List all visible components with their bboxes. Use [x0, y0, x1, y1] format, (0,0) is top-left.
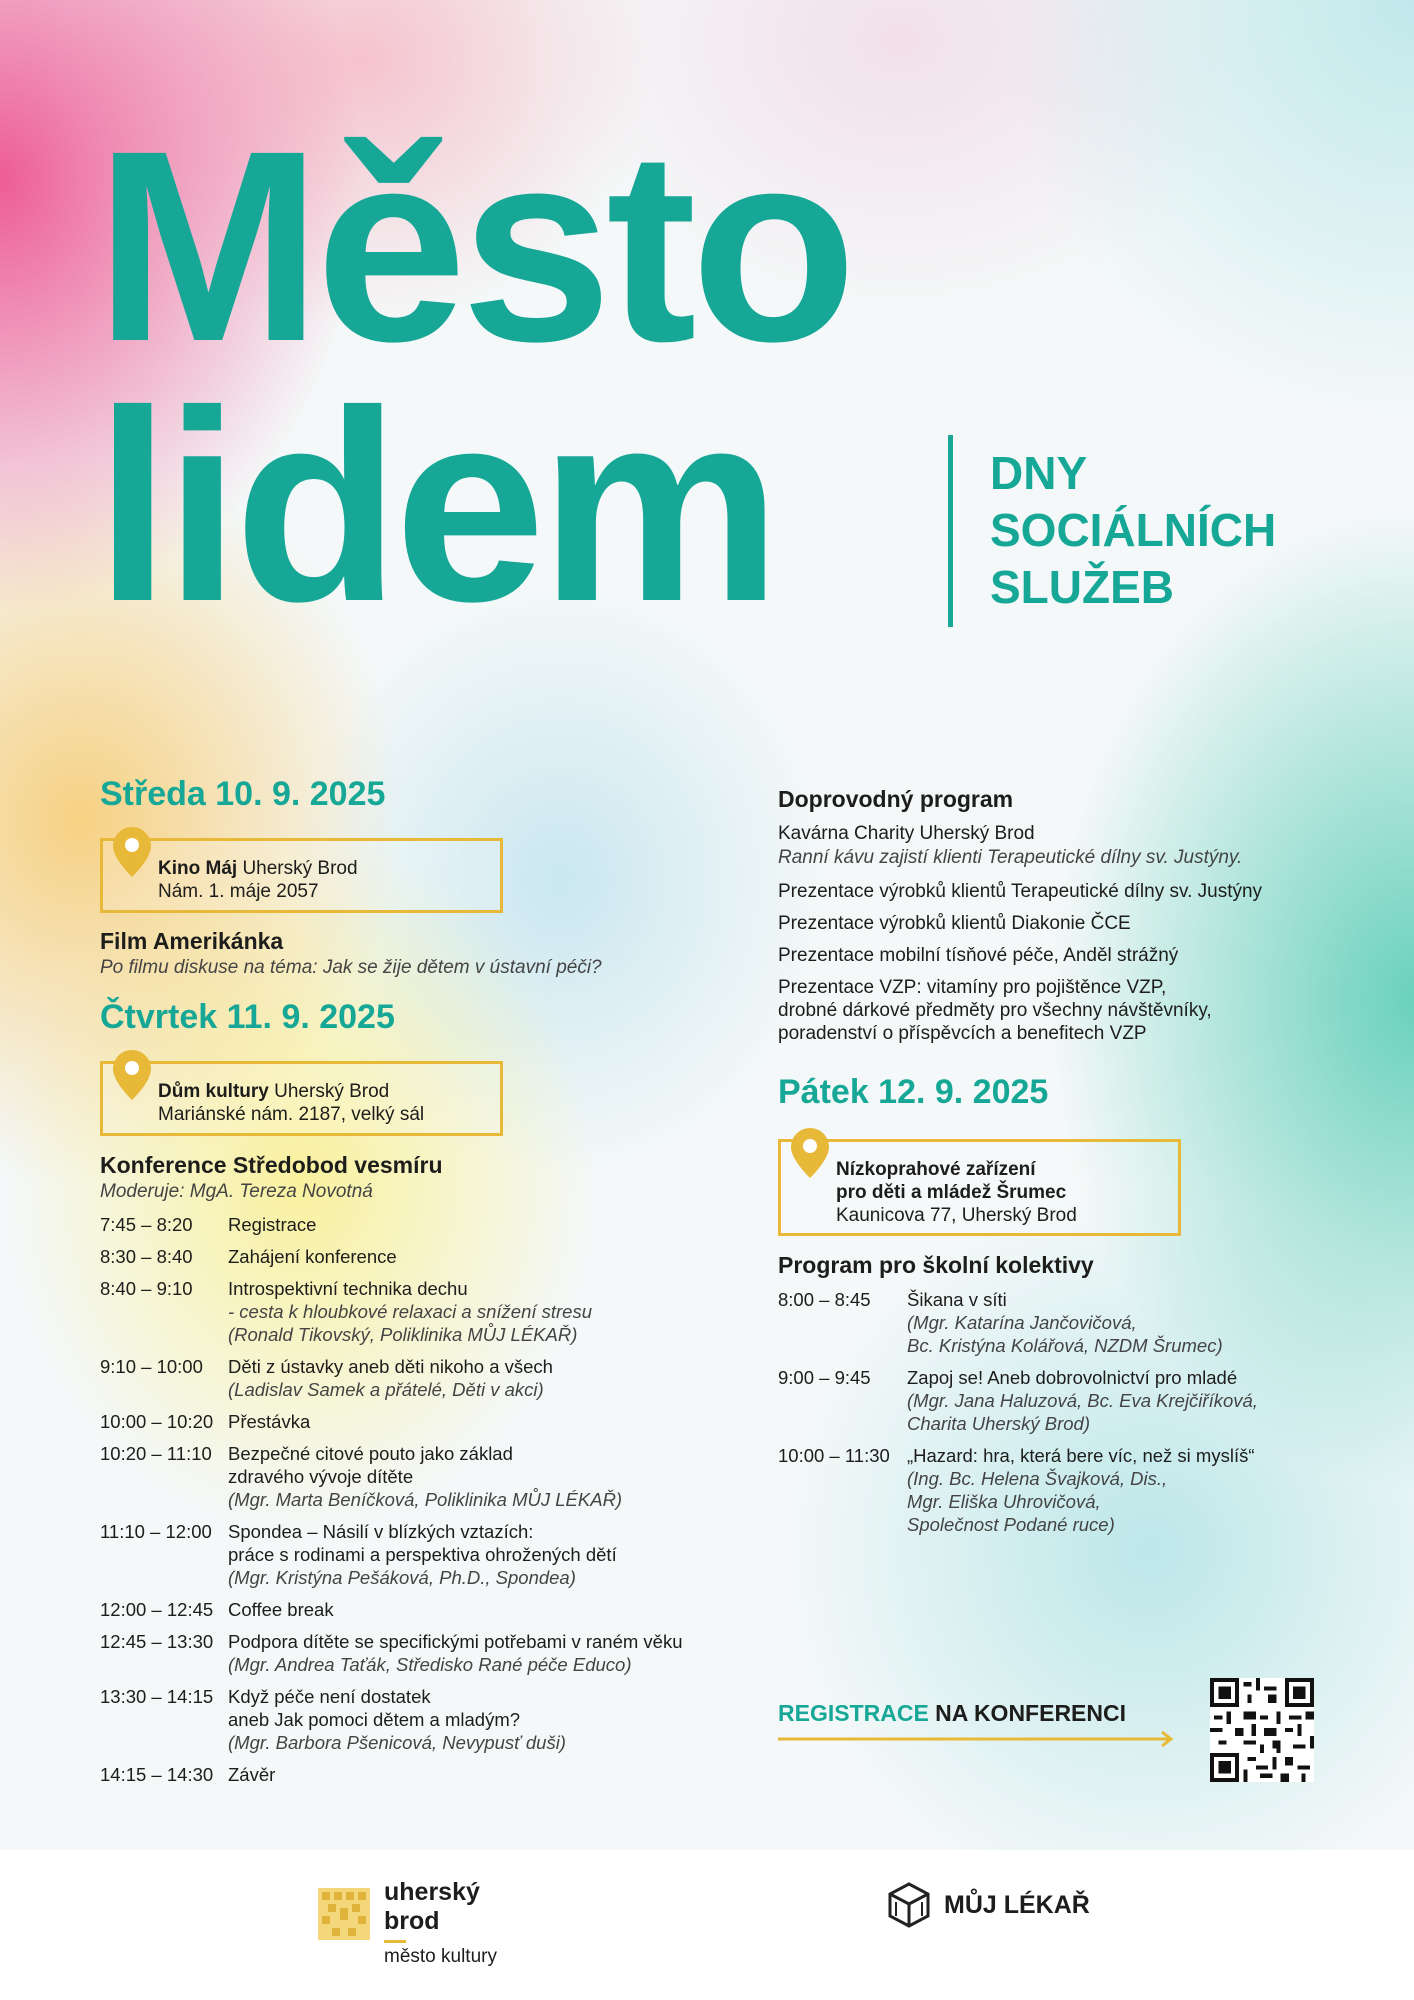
schedule-speaker: (Ing. Bc. Helena Švajková, Dis.,	[907, 1468, 1168, 1489]
venue-name	[158, 857, 358, 880]
subtitle-line1: DNY	[990, 447, 1088, 499]
schedule-topic: Registrace	[228, 1214, 317, 1235]
muj-lekar-label: MŮJ LÉKAŘ	[944, 1891, 1090, 1919]
venue-name-line2: pro děti a mládež Šrumec	[836, 1182, 1067, 1203]
arrow-right-icon	[778, 1729, 1178, 1749]
friday-heading: Pátek 12. 9. 2025	[778, 1073, 1049, 1111]
schedule-speaker: Mgr. Eliška Uhrovičová,	[907, 1491, 1101, 1512]
schedule-time: 10:20 – 11:10	[100, 1443, 212, 1464]
vzp-line: Prezentace VZP: vitamíny pro pojištěnce VZP,	[778, 977, 1167, 998]
uhersky-brod-emblem-icon	[318, 1888, 370, 1940]
schedule-topic: Když péče není dostatek	[228, 1686, 431, 1707]
schedule-speaker: (Mgr. Katarína Jančovičová,	[907, 1312, 1137, 1333]
registration-label-rest: NA KONFERENCI	[928, 1700, 1127, 1726]
schedule-topic: aneb Jak pomoci dětem a mladým?	[228, 1709, 521, 1730]
schedule-speaker: (Ronald Tikovský, Poliklinika MŮJ LÉKAŘ)	[228, 1324, 578, 1345]
location-pin-icon	[791, 1128, 829, 1178]
schedule-time: 8:00 – 8:45	[778, 1289, 871, 1310]
schedule-speaker: (Mgr. Barbora Pšenicová, Nevypusť duši)	[228, 1732, 566, 1753]
hero-title-line1: Město	[95, 94, 851, 398]
registration-label: REGISTRACE	[778, 1700, 929, 1726]
schedule-speaker: Charita Uherský Brod)	[907, 1413, 1091, 1434]
schedule-time: 9:00 – 9:45	[778, 1367, 871, 1388]
schedule-time: 13:30 – 14:15	[100, 1686, 214, 1707]
schedule-speaker: - cesta k hloubkové relaxaci a snížení stresu	[228, 1301, 593, 1322]
wednesday-heading: Středa 10. 9. 2025	[100, 775, 386, 813]
thursday-venue-box	[100, 1061, 503, 1136]
qr-code[interactable]	[1210, 1678, 1314, 1782]
wednesday-event-title: Film Amerikánka	[100, 928, 284, 954]
logo-line1: uherský	[384, 1878, 480, 1906]
thursday-heading: Čtvrtek 11. 9. 2025	[100, 998, 395, 1036]
schedule-time: 10:00 – 10:20	[100, 1411, 214, 1432]
schedule-topic: Bezpečné citové pouto jako základ	[228, 1443, 513, 1464]
schedule-time: 11:10 – 12:00	[100, 1521, 212, 1542]
subtitle-line3: SLUŽEB	[990, 561, 1174, 613]
title-divider	[948, 435, 953, 627]
venue-address: Nám. 1. máje 2057	[158, 881, 319, 902]
schedule-topic: práce s rodinami a perspektiva ohrožených dětí	[228, 1544, 617, 1565]
schedule-speaker: (Mgr. Marta Beníčková, Poliklinika MŮJ LÉKAŘ)	[228, 1489, 623, 1510]
location-pin-icon	[113, 1050, 151, 1100]
schedule-time: 8:40 – 9:10	[100, 1278, 193, 1299]
schedule-topic: Šikana v síti	[907, 1289, 1007, 1310]
schedule-topic: „Hazard: hra, která bere víc, než si myslíš“	[907, 1445, 1255, 1466]
schedule-topic: Závěr	[228, 1764, 276, 1785]
schedule-time: 12:45 – 13:30	[100, 1631, 214, 1652]
schedule-topic: zdravého vývoje dítěte	[228, 1466, 414, 1487]
schedule-speaker: Bc. Kristýna Kolářová, NZDM Šrumec)	[907, 1335, 1223, 1356]
venue-name-city: Uherský Brod	[268, 1081, 390, 1102]
schedule-topic: Přestávka	[228, 1411, 311, 1432]
venue-name-bold: Kino Máj	[158, 858, 238, 879]
thursday-moderator: Moderuje: MgA. Tereza Novotná	[100, 1181, 373, 1202]
accompanying-title: Doprovodný program	[778, 786, 1014, 812]
schedule-time: 12:00 – 12:45	[100, 1599, 214, 1620]
thursday-event-title: Konference Středobod vesmíru	[100, 1152, 443, 1178]
hero-subtitle	[990, 445, 1276, 616]
cafe-label: Kavárna Charity Uherský Brod	[778, 823, 1035, 844]
subtitle-line2: SOCIÁLNÍCH	[990, 504, 1277, 556]
schedule-time: 7:45 – 8:20	[100, 1214, 193, 1235]
schedule-time: 8:30 – 8:40	[100, 1246, 193, 1267]
registration-link[interactable]	[778, 1700, 1126, 1727]
venue-name-bold: Dům kultury	[158, 1081, 269, 1102]
schedule-time: 14:15 – 14:30	[100, 1764, 214, 1785]
schedule-topic: Introspektivní technika dechu	[228, 1278, 468, 1299]
logo-line2: brod	[384, 1907, 440, 1935]
schedule-speaker: Společnost Podané ruce)	[907, 1514, 1115, 1535]
schedule-time: 9:10 – 10:00	[100, 1356, 203, 1377]
vzp-line: drobné dárkové předměty pro všechny návštěvníky,	[778, 1000, 1212, 1021]
logo-underline	[384, 1940, 406, 1943]
venue-address: Kaunicova 77, Uherský Brod	[836, 1205, 1077, 1226]
schedule-topic: Podpora dítěte se specifickými potřebami v raném věku	[228, 1631, 683, 1652]
schedule-topic: Děti z ústavky aneb děti nikoho a všech	[228, 1356, 553, 1377]
wednesday-venue-box	[100, 838, 503, 913]
schedule-topic: Spondea – Násilí v blízkých vztazích:	[228, 1521, 534, 1542]
schedule-time: 10:00 – 11:30	[778, 1445, 890, 1466]
vzp-line: poradenství o příspěvcích a benefitech VZP	[778, 1023, 1147, 1044]
venue-name	[158, 1080, 389, 1103]
schedule-speaker: (Ladislav Samek a přátelé, Děti v akci)	[228, 1379, 544, 1400]
schedule-speaker: (Mgr. Jana Haluzová, Bc. Eva Krejčiříková,	[907, 1390, 1258, 1411]
schedule-topic: Zahájení konference	[228, 1246, 397, 1267]
venue-address: Mariánské nám. 2187, velký sál	[158, 1104, 425, 1125]
schedule-speaker: (Mgr. Kristýna Pešáková, Ph.D., Spondea)	[228, 1567, 576, 1588]
accompanying-item: Prezentace mobilní tísňové péče, Anděl strážný	[778, 945, 1179, 966]
location-pin-icon	[113, 827, 151, 877]
accompanying-item: Prezentace výrobků klientů Diakonie ČCE	[778, 913, 1131, 934]
footer	[0, 1850, 1414, 2000]
logo-line3: město kultury	[384, 1946, 497, 1967]
friday-venue-box	[778, 1139, 1181, 1236]
hero-title-line2: lidem	[95, 354, 776, 658]
venue-name-city: Uherský Brod	[237, 858, 358, 879]
accompanying-item: Prezentace výrobků klientů Terapeutické dílny sv. Justýny	[778, 881, 1263, 902]
wednesday-event-note: Po filmu diskuse na téma: Jak se žije dětem v ústavní péči?	[100, 957, 602, 978]
friday-event-title: Program pro školní kolektivy	[778, 1252, 1094, 1278]
venue-name-line1: Nízkoprahové zařízení	[836, 1159, 1036, 1180]
schedule-speaker: (Mgr. Andrea Taťák, Středisko Rané péče Educo)	[228, 1654, 632, 1675]
cafe-note: Ranní kávu zajistí klienti Terapeutické dílny sv. Justýny.	[778, 847, 1243, 868]
schedule-topic: Zapoj se! Aneb dobrovolnictví pro mladé	[907, 1367, 1238, 1388]
muj-lekar-cube-icon	[888, 1882, 930, 1928]
schedule-topic: Coffee break	[228, 1599, 334, 1620]
